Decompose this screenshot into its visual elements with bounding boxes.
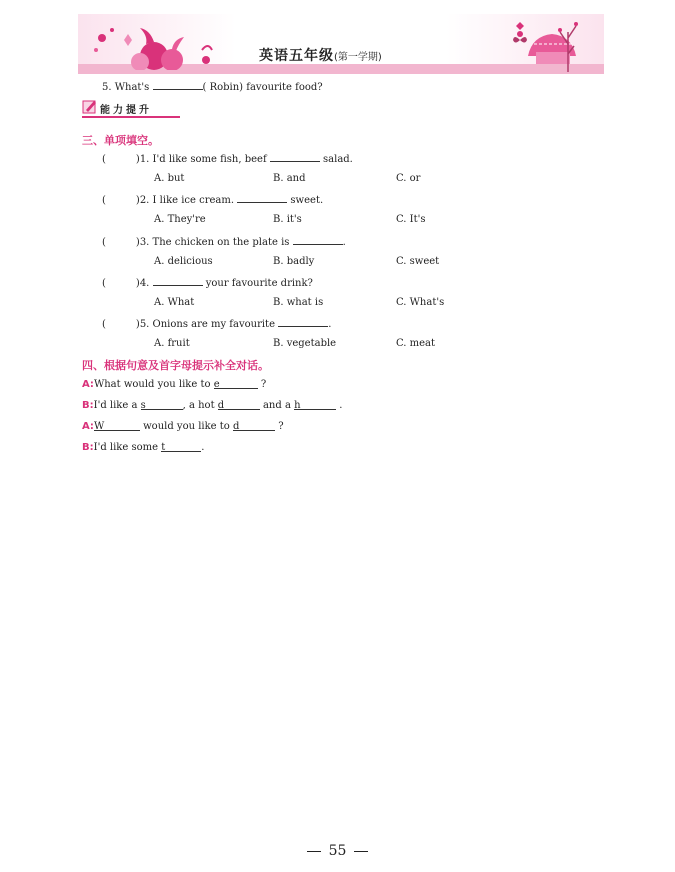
hint-blank[interactable]: [218, 399, 260, 410]
question-number: 5.: [102, 82, 112, 93]
dialog-text: ?: [278, 421, 284, 432]
page-footer: [0, 843, 675, 859]
answer-blank[interactable]: [270, 151, 320, 162]
hint-blank[interactable]: [161, 441, 201, 452]
paren-open: (: [102, 237, 106, 248]
question-number: 5.: [139, 319, 150, 330]
option-b: B. vegetable: [273, 338, 337, 349]
option-c: C. It's: [396, 214, 426, 225]
book-subtitle: (第一学期): [334, 52, 382, 63]
paren-open: (: [102, 278, 106, 289]
answer-blank[interactable]: [153, 79, 203, 90]
ability-heading: [82, 98, 180, 120]
section3-title: 三、单项填空。: [82, 134, 159, 147]
dialog-text: I'd like some: [93, 442, 159, 453]
paren-open: (: [102, 154, 106, 165]
option-a: A. fruit: [154, 338, 190, 349]
ability-label: 能力提升: [100, 105, 152, 116]
mc-question-2: [102, 192, 323, 207]
speaker-label: B:: [82, 442, 94, 453]
question-text: The chicken on the plate is: [152, 237, 290, 248]
option-a: A. They're: [154, 214, 206, 225]
dialog-text: .: [201, 442, 205, 453]
option-c: C. meat: [396, 338, 436, 349]
hint-letter: s: [140, 400, 146, 411]
paren-close: ): [135, 237, 140, 248]
option-a: A. but: [154, 173, 185, 184]
option-b: B. what is: [273, 297, 324, 308]
question-text: Onions are my favourite: [152, 319, 275, 330]
question-text: What's: [114, 82, 150, 93]
hint-blank[interactable]: [141, 399, 183, 410]
question-number: 2.: [139, 195, 150, 206]
speaker-label: A:: [82, 421, 94, 432]
mc-question-3: [102, 234, 346, 249]
prev-question-5: [102, 79, 323, 94]
option-c: C. What's: [396, 297, 445, 308]
hint-letter: d: [233, 421, 240, 432]
section4-title: 四、根据句意及首字母提示补全对话。: [82, 359, 269, 372]
dialog-text: What would you like to: [93, 379, 211, 390]
answer-blank[interactable]: [237, 192, 287, 203]
question-text: sweet.: [290, 195, 324, 206]
hint-blank[interactable]: [94, 420, 140, 431]
dialog-line-4: [82, 441, 204, 454]
paren-open: (: [102, 319, 106, 330]
answer-blank[interactable]: [278, 316, 328, 327]
option-b: B. it's: [273, 214, 302, 225]
dialog-text: ?: [260, 379, 267, 390]
paren-open: (: [102, 195, 106, 206]
answer-blank[interactable]: [153, 275, 203, 286]
hint-letter: e: [213, 379, 220, 390]
dialog-text: and a: [262, 400, 291, 411]
question-text: .: [342, 237, 346, 248]
page-number: 55: [328, 843, 347, 859]
hint-letter: h: [294, 400, 301, 411]
dialog-text: .: [339, 400, 343, 411]
mc-question-5: [102, 316, 331, 331]
header-title: [259, 45, 382, 65]
mc-question-4: [102, 275, 313, 290]
hint-blank[interactable]: [233, 420, 275, 431]
question-text: salad.: [323, 154, 353, 165]
footer-dash: [354, 851, 368, 852]
option-c: C. sweet: [396, 256, 440, 267]
butterfly-icon: [512, 34, 528, 46]
question-number: 1.: [139, 154, 150, 165]
question-text: your favourite drink?: [205, 278, 313, 289]
option-c: C. or: [396, 173, 421, 184]
dialog-line-3: [82, 420, 284, 433]
tree-icon: [548, 14, 588, 74]
option-a: A. delicious: [154, 256, 213, 267]
dialog-text: , a hot: [182, 400, 215, 411]
answer-blank[interactable]: [293, 234, 343, 245]
page-header: [78, 14, 604, 76]
dialog-line-1: [82, 378, 266, 391]
question-text: .: [328, 319, 332, 330]
paren-close: ): [135, 195, 140, 206]
option-a: A. What: [154, 297, 195, 308]
paren-close: ): [135, 278, 140, 289]
hint-blank[interactable]: [214, 378, 258, 389]
dialog-line-2: [82, 399, 342, 412]
footer-dash: [307, 851, 321, 852]
question-text: I'd like some fish, beef: [152, 154, 267, 165]
option-b: B. badly: [273, 256, 315, 267]
question-number: 4.: [139, 278, 150, 289]
question-text: ( Robin) favourite food?: [202, 82, 323, 93]
mc-question-1: [102, 151, 353, 166]
berries-icon: [84, 20, 214, 70]
book-title: 英语五年级: [259, 48, 334, 64]
question-text: I like ice cream.: [152, 195, 235, 206]
ability-underline: [82, 116, 180, 118]
dialog-text: I'd like a: [93, 400, 138, 411]
pencil-leaf-icon: [82, 98, 98, 114]
option-b: B. and: [273, 173, 306, 184]
hint-letter: t: [161, 442, 166, 453]
hint-letter: W: [93, 421, 105, 432]
question-number: 3.: [139, 237, 150, 248]
paren-close: ): [135, 154, 140, 165]
dialog-text: would you like to: [143, 421, 230, 432]
paren-close: ): [135, 319, 140, 330]
hint-letter: d: [217, 400, 225, 411]
speaker-label: B:: [82, 400, 94, 411]
speaker-label: A:: [82, 379, 94, 390]
hint-blank[interactable]: [294, 399, 336, 410]
